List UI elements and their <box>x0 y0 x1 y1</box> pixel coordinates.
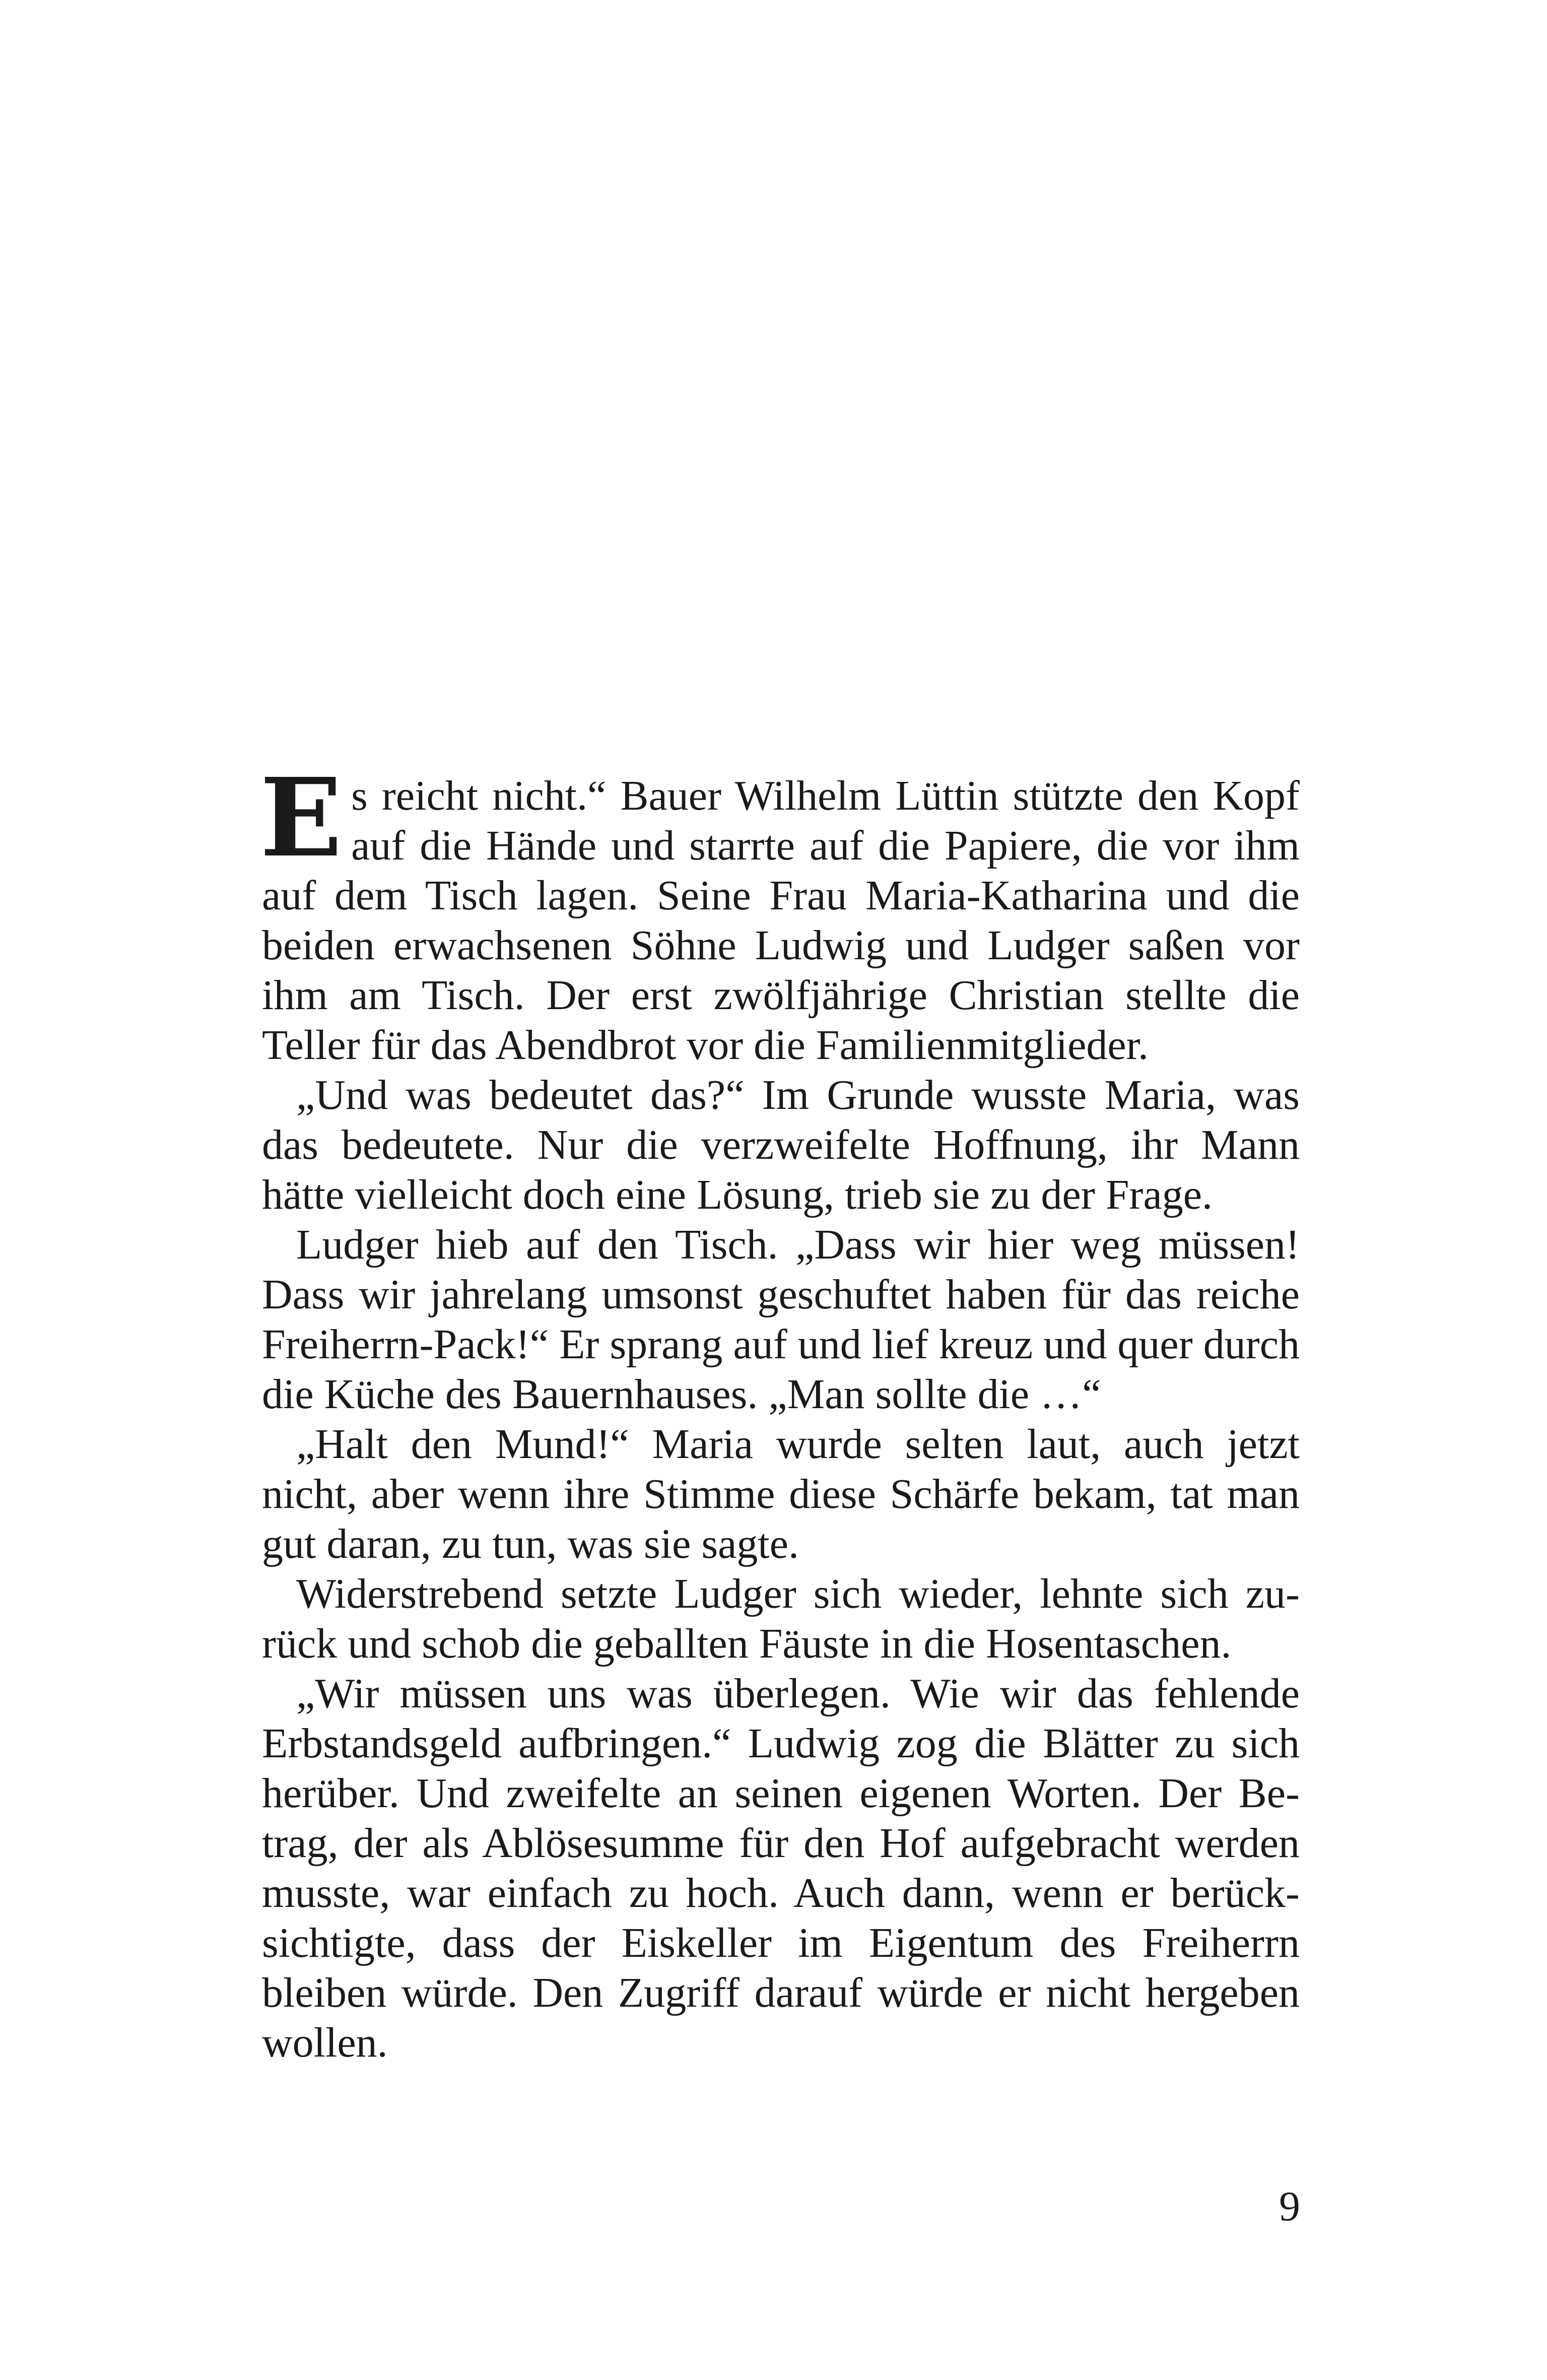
paragraph-3: Ludger hieb auf den Tisch. „Dass wir hier weg müssen! Dass wir jahrelang umsonst geschuftet haben für das reiche Freiherrn-Pack!“ Er sprang auf und lief kreuz und quer durch die Küche des Bauernhauses. „Man sollte die …“ <box>262 1221 1300 1418</box>
chapter-text <box>260 755 1300 2068</box>
paragraph-6: „Wir müssen uns was überlegen. Wie wir das fehlende Erbstandsgeld aufbringen.“ Ludwig zog die Blätter zu sich herüber. Und zweifelte an seinen eigenen Worten. Der Betrag, der als Ablösesumme für den Hof aufgebracht werden musste, war einfach zu hoch. Auch dann, wenn er berücksichtigte, dass der Eiskeller im Eigentum des Freiherrn bleiben würde. Den Zugriff darauf würde er nicht hergeben wollen. <box>262 1670 1300 2066</box>
paragraph-2: „Und was bedeutet das?“ Im Grunde wusste Maria, was das bedeutete. Nur die verzweifelte Hoffnung, ihr Mann hätte vielleicht doch eine Lösung, trieb sie zu der Frage. <box>262 1072 1300 1218</box>
paragraph-1 <box>260 755 1300 1070</box>
paragraph-5: Widerstrebend setzte Ludger sich wieder, lehnte sich zurück und schob die geballten Fäuste in die Hosentaschen. <box>262 1570 1300 1667</box>
dropcap-letter: E <box>260 755 343 881</box>
paragraph-4: „Halt den Mund!“ Maria wurde selten laut, auch jetzt nicht, aber wenn ihre Stimme diese Schärfe bekam, tat man gut daran, zu tun, was sie sagte. <box>262 1421 1300 1567</box>
page-number: 9 <box>1279 2183 1300 2230</box>
paragraph-1-text: s reicht nicht.“ Bauer Wilhelm Lüttin stützte den Kopf auf die Hände und starrte auf die Papiere, die vor ihm auf dem Tisch lagen. Seine Frau Maria-Katharina und die beiden erwachsenen Söhne Ludwig und Ludger saßen vor ihm am Tisch. Der erst zwölfjährige Christian stellte die Teller für das Abendbrot vor die Familienmitglieder. <box>262 772 1300 1069</box>
